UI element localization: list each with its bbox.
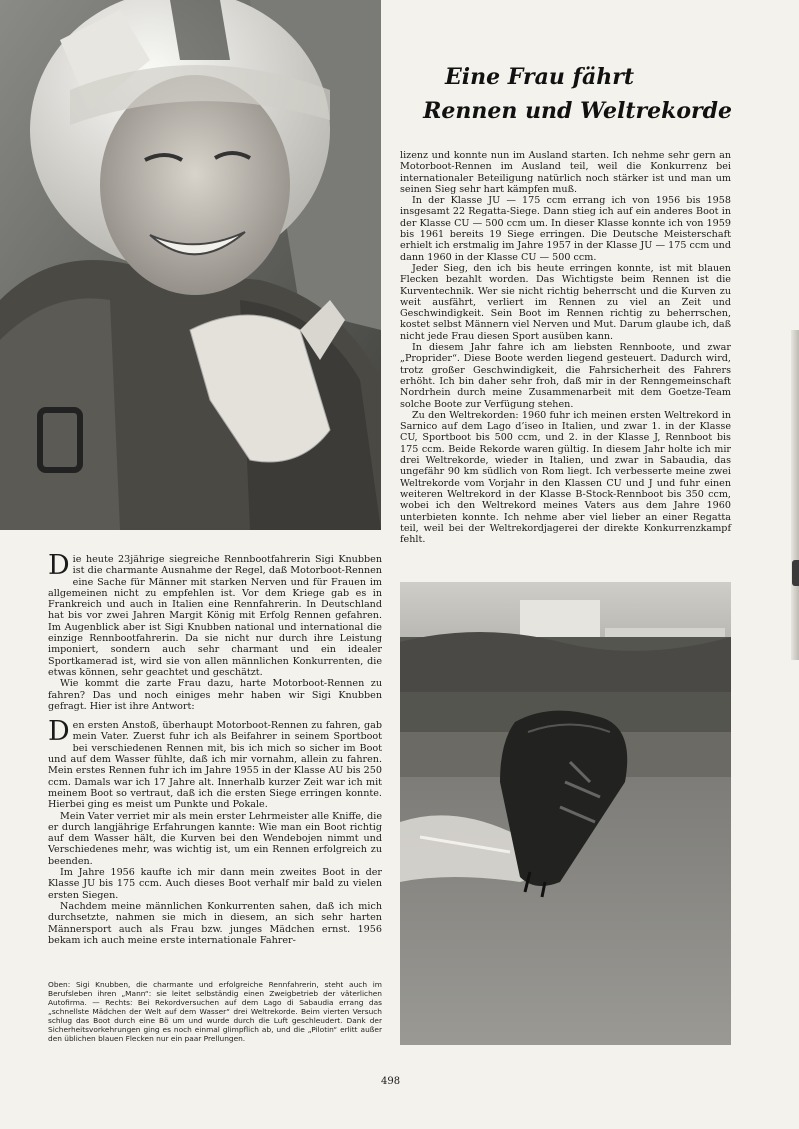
right-paragraph: In der Klasse JU — 175 ccm errang ich von 1956 bis 1958 insgesamt 22 Regatta-Siege. Dann stieg ich auf ein anderes Boot in der Klasse CU — 500 ccm um. In dieser Klasse konnte ich von 1959 bis 1961 bereits 19 Siege erringen. Die Deutsche Meisterschaft erhielt ich erstmalig im Jahre 1957 in der Klasse JU — 175 ccm und dann 1960 in der Klasse CU — 500 ccm. — [400, 195, 731, 263]
woman-with-helmet-photo — [0, 0, 381, 530]
photo-caption: Oben: Sigi Knubben, die charmante und erfolgreiche Rennfahrerin, steht auch im Berufsleben ihren „Mann“: sie leitet selbständig einen Zweigbetrieb der väterlichen Autofirma. — Rechts: Bei Rekordversuchen auf dem Lago di Sabaudia errang das „schnellste Mädchen der Welt auf dem Wasser“ drei Weltrekorde. Beim vierten Versuch schlug das Boot durch eine Bö um und wurde durch die Luft geschleudert. Dank der Sicherheitsvorkehrungen ging es noch einmal glimpflich ab, und die „Pilotin“ erlitt außer den üblichen blauen Flecken nur ein paar Prellungen. — [48, 980, 382, 1043]
boat-illustration — [400, 582, 731, 1045]
left-paragraph: Mein Vater verriet mir als mein erster Lehrmeister alle Kniffe, die er durch langjährige Erfahrungen kannte: Wie man ein Boot richtig auf dem Wasser hält, die Kurven bei den Wendebojen nimmt und Verschiedenes mehr, was wichtig ist, um ein Rennen erfolgreich zu beenden. — [48, 810, 382, 867]
page-edge-tab — [792, 560, 799, 586]
headline-line-1: Eine Frau fährt — [445, 64, 634, 90]
page-edge-strip — [791, 330, 799, 660]
intro-text: ie heute 23jährige siegreiche Rennbootfahrerin Sigi Knubben ist die charmante Ausnahme der Regel, daß Motorboot-Rennen eine Sache für Männer mit starken Nerven und für Frauen im allgemeinen nicht zu empfehlen ist. Vor dem Kriege gab es in Frankreich und auch in Italien eine Rennfahrerin. In Deutschland hat bis vor zwei Jahren Margit König mit Erfolg Rennen gefahren. Im Augenblick aber ist Sigi Knubben national und international die einzige Rennbootfahrerin. Da sie nicht nur durch ihre Leistung imponiert, sondern auch sehr charmant und ein idealer Sportkamerad ist, wird sie von allen männlichen Konkurrenten, die etwas können, sehr geachtet und geschätzt. — [48, 554, 382, 678]
page-number: 498 — [381, 1076, 401, 1087]
intro-paragraph — [48, 550, 382, 678]
left-paragraph: Im Jahre 1956 kaufte ich mir dann mein zweites Boot in der Klasse JU bis 175 ccm. Auch dieses Boot verhalf mir bald zu vielen ersten Siegen. — [48, 867, 382, 901]
answer-paragraph — [48, 716, 382, 811]
article-left-column — [48, 550, 382, 946]
article-right-column — [400, 150, 731, 545]
right-paragraph: In diesem Jahr fahre ich am liebsten Rennboote, und zwar „Proprider“. Diese Boote werden liegend gesteuert. Dadurch wird, trotz großer Geschwindigkeit, die Fahrsicherheit des Fahrers erhöht. Ich bin daher sehr froh, daß mir in der Renngemeinschaft Nordrhein durch meine Zusammenarbeit mit dem Goetze-Team solche Boote zur Verfügung stehen. — [400, 342, 731, 410]
right-paragraph: Zu den Weltrekorden: 1960 fuhr ich meinen ersten Weltrekord in Sarnico auf dem Lago d’iseo in Italien, und zwar 1. in der Klasse CU, Sportboot bis 500 ccm, und 2. in der Klasse J, Rennboot bis 175 ccm. Beide Rekorde waren gültig. In diesem Jahr holte ich mir drei Weltrekorde, wieder in Italien, und zwar in Sabaudia, das ungefähr 90 km südlich von Rom liegt. Ich verbesserte meine zwei Weltrekorde vom Vorjahr in den Klassen CU und J und fuhr einen weiteren Weltrekord in der Klasse B-Stock-Rennboot bis 350 ccm, wobei ich den Weltrekord meines Vaters aus dem Jahre 1960 unterbieten konnte. Ich nehme aber viel lieber an einer Regatta teil, weil bei der Weltrekordjagerei der direkte Konkurrenzkampf fehlt. — [400, 409, 731, 546]
drop-cap: D — [48, 550, 70, 581]
answer-text: en ersten Anstoß, überhaupt Motorboot-Rennen zu fahren, gab mein Vater. Zuerst fuhr ich als Beifahrer in seinem Sportboot bei verschiedenen Rennen mit, bis ich mich so sicher im Boot und auf dem Wasser fühlte, daß ich mir vornahm, allein zu fahren. Mein erstes Rennen fuhr ich im Jahre 1955 in der Klasse AU bis 250 ccm. Damals war ich 17 Jahre alt. Innerhalb kurzer Zeit war ich mit meinem Boot so vertraut, daß ich die ersten Siege erringen konnte. Hierbei ging es meist um Punkte und Pokale. — [48, 720, 382, 811]
left-paragraph: Wie kommt die zarte Frau dazu, harte Motorboot-Rennen zu fahren? Das und noch einiges mehr haben wir Sigi Knubben gefragt. Hier ist ihre Antwort: — [48, 678, 382, 712]
right-paragraph: lizenz und konnte nun im Ausland starten. Ich nehme sehr gern an Motorboot-Rennen im Ausland teil, weil die Konkurrenz bei internationaler Beteiligung natürlich noch stärker ist und man um seinen Sieg sehr hart kämpfen muß. — [400, 150, 731, 195]
boat-on-lake-photo — [400, 582, 731, 1045]
drop-cap: D — [48, 716, 70, 748]
portrait-illustration — [0, 0, 381, 530]
headline-line-2: Rennen und Weltrekorde — [423, 98, 732, 124]
left-paragraph: Nachdem meine männlichen Konkurrenten sahen, daß ich mich durchsetzte, nahmen sie mich in diesem, an sich sehr harten Männersport auch als Frau bzw. junges Mädchen ernst. 1956 bekam ich auch meine erste internationale Fahrer- — [48, 900, 382, 946]
right-paragraph: Jeder Sieg, den ich bis heute erringen konnte, ist mit blauen Flecken bezahlt worden. Das Wichtigste beim Rennen ist die Kurventechnik. Wer sie nicht richtig beherrscht und die Kurven zu weit ausfährt, verliert im Rennen zu viel an Zeit und Geschwindigkeit. Sein Boot im Rennen richtig zu beherrschen, kostet selbst Männern viel Nerven und Mut. Darum glaube ich, daß nicht jede Frau diesen Sport ausüben kann. — [400, 262, 731, 342]
article-headline — [392, 60, 732, 128]
